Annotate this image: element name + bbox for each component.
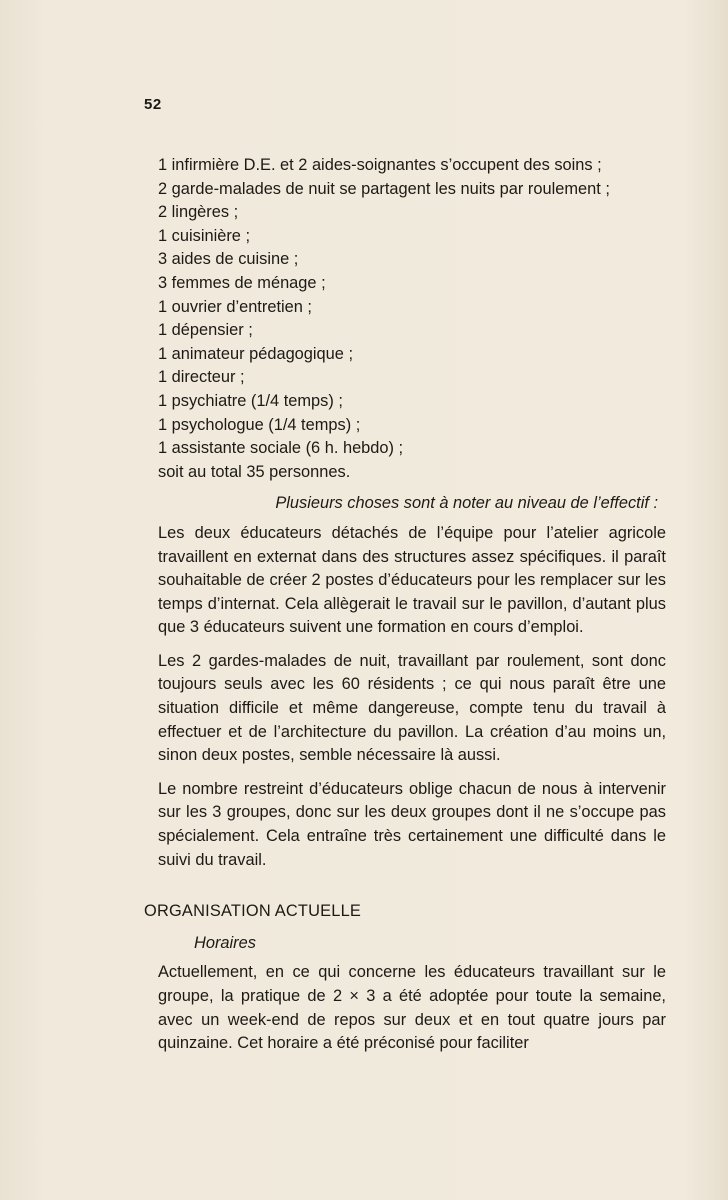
staff-item: 2 garde-malades de nuit se partagent les nuits par roulement ;: [158, 179, 610, 198]
page-number: 52: [144, 96, 162, 113]
paragraph-educators: Les deux éducateurs détachés de l’équipe pour l’atelier agricole travaillent en externat dans des structures assez spécifiques. il paraît souhaitable de créer 2 postes d’éducateurs pour les remplacer sur les temps d’internat. Cela allègerait le travail sur le pavillon, d’autant plus que 3 éducateurs suivent une formation en cours d’emploi.: [158, 523, 666, 637]
staff-item: 1 ouvrier d’entretien ;: [158, 297, 312, 316]
paragraph-night-staff: Les 2 gardes-malades de nuit, travaillant par roulement, sont donc toujours seuls avec les 60 résidents ; ce qui nous paraît être une situation difficile et même dangereuse, compte tenu du travail à effectuer et de l’architecture du pavillon. La création d’au moins un, sinon deux postes, semble nécessaire là aussi.: [158, 651, 666, 765]
subsection-title: Horaires: [194, 933, 256, 952]
staff-item: 3 femmes de ménage ;: [158, 273, 326, 292]
staff-item: 2 lingères ;: [158, 203, 239, 222]
staff-item: 1 animateur pédagogique ;: [158, 344, 354, 363]
staff-total: soit au total 35 personnes.: [158, 462, 351, 481]
staff-item: 1 directeur ;: [158, 368, 245, 387]
staff-list: [158, 154, 666, 461]
page-content: [144, 154, 666, 1056]
paragraph-schedule: Actuellement, en ce qui concerne les éducateurs travaillant sur le groupe, la pratique de 2 × 3 a été adoptée pour toute la semaine, avec un week-end de repos sur deux et en tout quatre jours par quinzaine. Cet horaire a été préconisé pour faciliter: [158, 963, 666, 1053]
staff-item: 1 psychologue (1/4 temps) ;: [158, 415, 361, 434]
note-heading: Plusieurs choses sont à noter au niveau de l’effectif :: [275, 494, 658, 513]
staff-item: 1 assistante sociale (6 h. hebdo) ;: [158, 439, 404, 458]
staff-item: 1 psychiatre (1/4 temps) ;: [158, 391, 343, 410]
staff-item: 1 cuisinière ;: [158, 226, 251, 245]
paragraph-staff-shortage: Le nombre restreint d’éducateurs oblige chacun de nous à intervenir sur les 3 groupes, donc sur les deux groupes dont il ne s’occupe pas spécialement. Cela entraîne très certainement une difficulté dans le suivi du travail.: [158, 779, 666, 869]
staff-item: 3 aides de cuisine ;: [158, 250, 299, 269]
staff-item: 1 dépensier ;: [158, 321, 253, 340]
section-title: ORGANISATION ACTUELLE: [144, 902, 362, 921]
staff-item: 1 infirmière D.E. et 2 aides-soignantes s’occupent des soins ;: [158, 156, 602, 174]
